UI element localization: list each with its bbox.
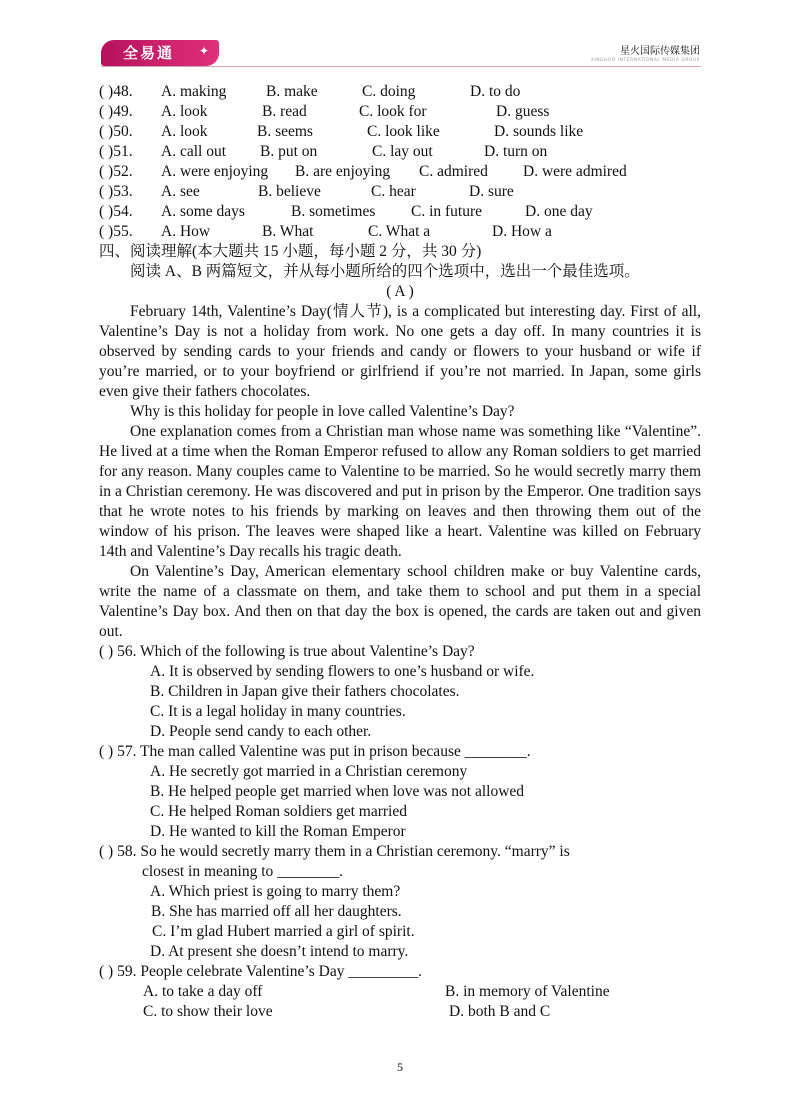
question-56-option-c: C. It is a legal holiday in many countries. — [150, 703, 406, 720]
cloze-item-49 — [99, 102, 701, 122]
cloze-item-51 — [99, 142, 701, 162]
option-d: D. sure — [469, 183, 514, 200]
question-number: ( )52. — [99, 163, 133, 180]
question-59-options-row-2 — [99, 1002, 701, 1022]
cloze-item-50 — [99, 122, 701, 142]
option-b: B. put on — [260, 143, 318, 160]
question-56-option-d: D. People send candy to each other. — [150, 723, 372, 740]
option-b: B. seems — [257, 123, 313, 140]
option-a: A. some days — [161, 203, 245, 220]
question-59-option-a: A. to take a day off — [143, 983, 263, 1000]
question-57-option-b: B. He helped people get married when love was not allowed — [150, 783, 525, 800]
option-c: C. What a — [368, 223, 431, 240]
section-title: 四、阅读理解(本大题共 15 小题，每小题 2 分，共 30 分) — [99, 243, 482, 260]
option-c: C. in future — [411, 203, 483, 220]
question-58-stem: ( ) 58. So he would secretly marry them in a Christian ceremony. “marry” is — [99, 843, 570, 860]
option-b: B. What — [262, 223, 314, 240]
passage-paragraph-2: Why is this holiday for people in love called Valentine’s Day? — [130, 403, 515, 420]
option-d: D. guess — [496, 103, 550, 120]
option-b: B. sometimes — [291, 203, 376, 220]
question-57-stem: ( ) 57. The man called Valentine was put in prison because ________. — [99, 743, 531, 760]
question-57-option-a: A. He secretly got married in a Christian ceremony — [150, 763, 468, 780]
option-c: C. look like — [367, 123, 440, 140]
publisher-subtitle: XINGHUO INTERNATIONAL MEDIA GROUP — [590, 58, 700, 63]
option-d: D. to do — [470, 83, 521, 100]
page-content — [99, 82, 701, 1022]
option-a: A. look — [161, 123, 208, 140]
star-icon: ✦ — [198, 44, 211, 58]
brand-logo-text: 全易通 — [123, 44, 175, 62]
passage-paragraph-4: On Valentine’s Day, American elementary school children make or buy Valentine cards, write the name of a classmate on them, and take them to school and put them in a special Valentine’s Day box. And then on that day the box is opened, the cards are taken out and given out. — [99, 563, 701, 640]
option-b: B. believe — [258, 183, 321, 200]
option-a: A. were enjoying — [161, 163, 269, 180]
option-b: B. read — [262, 103, 307, 120]
option-d: D. turn on — [484, 143, 548, 160]
question-56-stem: ( ) 56. Which of the following is true about Valentine’s Day? — [99, 643, 475, 660]
cloze-item-54 — [99, 202, 701, 222]
question-number: ( )49. — [99, 103, 133, 120]
passage-paragraph-1: February 14th, Valentine’s Day(情人节), is a complicated but interesting day. First of all, Valentine’s Day is not a holiday from work. No one gets a day off. In many countries it is observed by sending cards to your friends and candy or flowers to your husband or wife if you’re married, or to your boyfriend or girlfriend if you’re not married. In Japan, some girls even give their fathers chocolates. — [99, 303, 701, 400]
question-number: ( )48. — [99, 83, 133, 100]
question-56-option-a: A. It is observed by sending flowers to one’s husband or wife. — [150, 663, 535, 680]
question-59-option-d: D. both B and C — [449, 1003, 551, 1020]
option-c: C. admired — [419, 163, 488, 180]
question-number: ( )53. — [99, 183, 133, 200]
option-c: C. hear — [371, 183, 416, 200]
cloze-item-55 — [99, 222, 701, 242]
page-header — [0, 0, 800, 70]
cloze-item-48 — [99, 82, 701, 102]
option-a: A. making — [161, 83, 227, 100]
publisher-block — [591, 42, 700, 63]
question-58-stem-continued: closest in meaning to ________. — [142, 863, 344, 880]
question-59-stem: ( ) 59. People celebrate Valentine’s Day _________. — [99, 963, 422, 980]
cloze-item-52 — [99, 162, 701, 182]
option-d: D. How a — [492, 223, 552, 240]
question-58-option-a: A. Which priest is going to marry them? — [150, 883, 401, 900]
question-56-option-b: B. Children in Japan give their fathers chocolates. — [150, 683, 460, 700]
question-number: ( )55. — [99, 223, 133, 240]
question-57-option-d: D. He wanted to kill the Roman Emperor — [150, 823, 406, 840]
question-58-option-b: B. She has married off all her daughters. — [151, 903, 402, 920]
header-divider — [101, 66, 701, 67]
section-instruction: 阅读 A、B 两篇短文，并从每小题所给的四个选项中，选出一个最佳选项。 — [130, 263, 640, 280]
option-a: A. call out — [161, 143, 226, 160]
question-58-option-c: C. I’m glad Hubert married a girl of spirit. — [152, 923, 415, 940]
option-b: B. are enjoying — [295, 163, 391, 180]
question-number: ( )50. — [99, 123, 133, 140]
brand-logo — [101, 40, 219, 66]
option-a: A. How — [161, 223, 211, 240]
question-59-option-b: B. in memory of Valentine — [445, 983, 610, 1000]
passage-label: ( A ) — [386, 283, 414, 300]
question-59-option-c: C. to show their love — [143, 1003, 273, 1020]
option-d: D. one day — [525, 203, 593, 220]
question-58-option-d: D. At present she doesn’t intend to marry. — [150, 943, 409, 960]
page-number: 5 — [397, 1060, 403, 1074]
option-c: C. doing — [362, 83, 416, 100]
option-a: A. look — [161, 103, 208, 120]
option-c: C. look for — [359, 103, 427, 120]
question-number: ( )51. — [99, 143, 133, 160]
option-d: D. sounds like — [494, 123, 584, 140]
question-59-options-row-1 — [99, 982, 701, 1002]
cloze-item-53 — [99, 182, 701, 202]
option-b: B. make — [266, 83, 318, 100]
option-a: A. see — [161, 183, 200, 200]
question-number: ( )54. — [99, 203, 133, 220]
option-c: C. lay out — [372, 143, 433, 160]
passage-paragraph-3: One explanation comes from a Christian man whose name was something like “Valentine”. He lived at a time when the Roman Emperor refused to allow any Roman soldiers to get married for any reason. Many couples came to Valentine to be married. So he would secretly marry them in a Christian ceremony. He was discovered and put in prison by the Emperor. One tradition says that he wrote notes to his friends by marking on leaves and then throwing them out of the window of his prison. The leaves were shaped like a heart. Valentine was killed on February 14th and Valentine’s Day recalls his tragic death. — [99, 423, 701, 560]
option-d: D. were admired — [523, 163, 627, 180]
publisher-name: 星火国际传媒集团 — [620, 46, 700, 57]
question-57-option-c: C. He helped Roman soldiers get married — [150, 803, 407, 820]
